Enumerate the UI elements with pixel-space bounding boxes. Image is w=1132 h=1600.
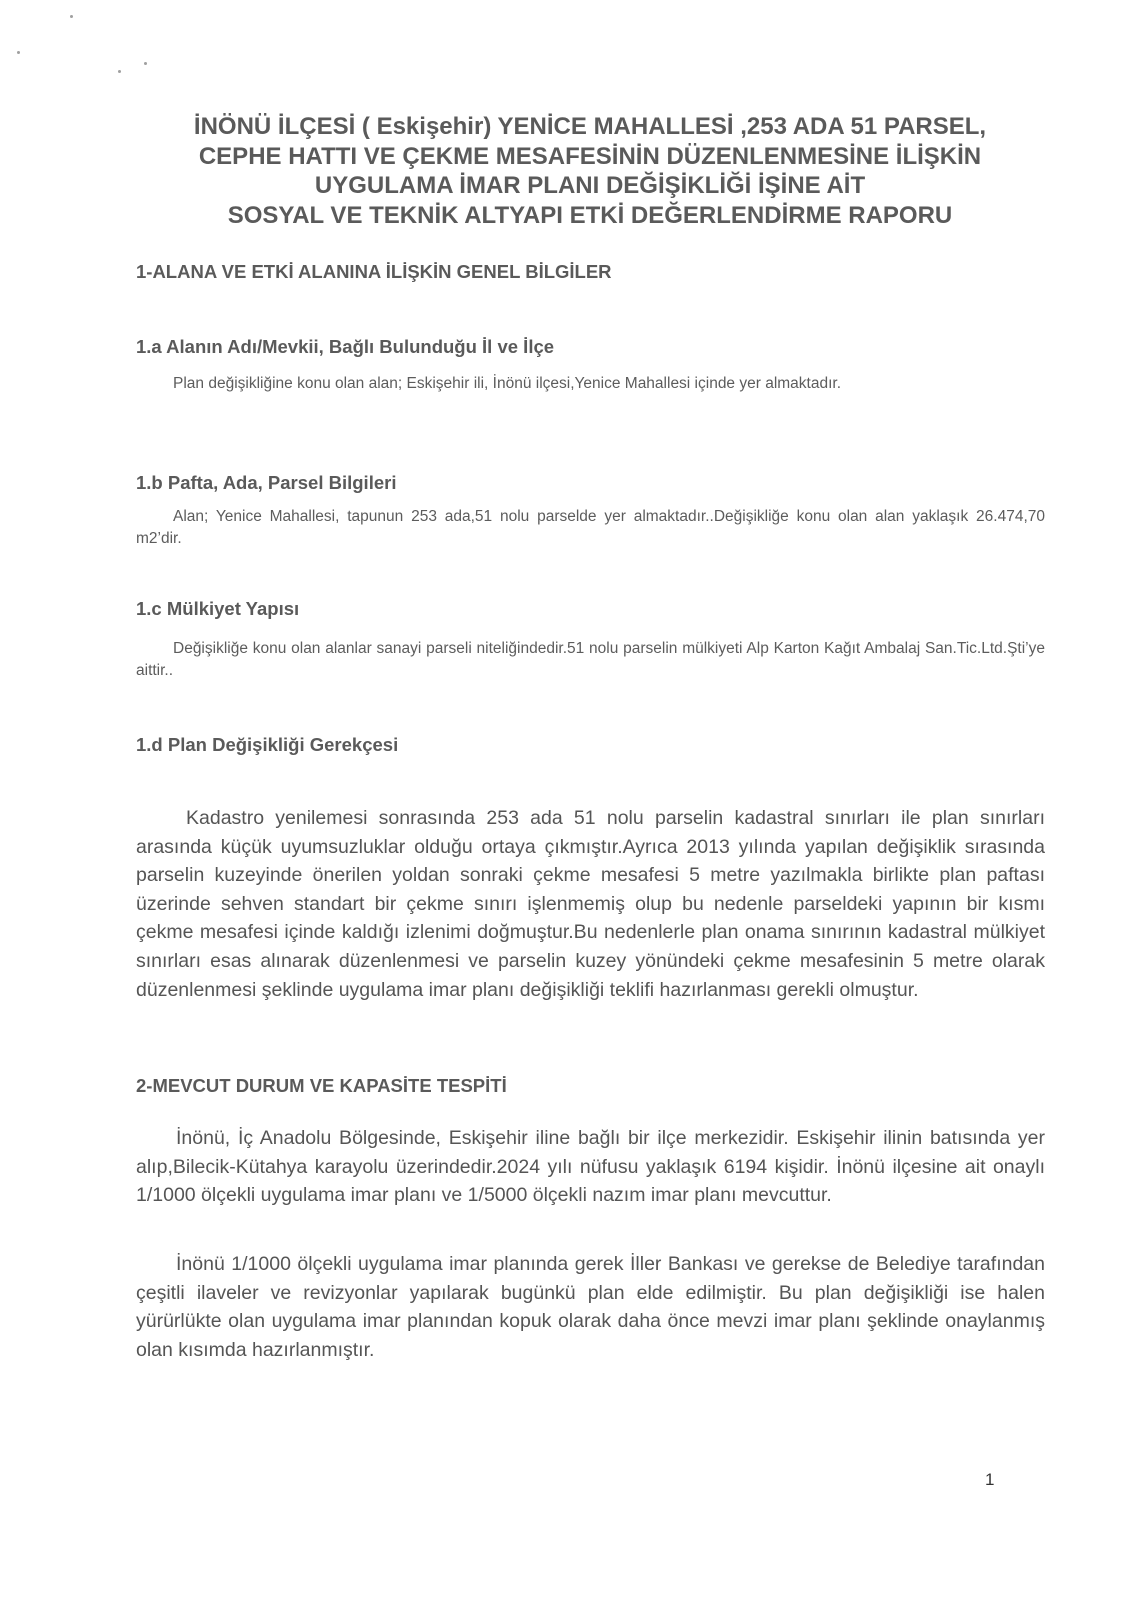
paragraph-text: Kadastro yenilemesi sonrasında 253 ada 51 nolu parselin kadastral sınırları ile plan sınırları arasında küçük uyumsuzluklar olduğu ortaya çıkmıştır.Ayrıca 2013 yılında yapılan değişiklik sırasında parselin kuzeyinde önerilen yoldan sonraki çekme mesafesi 5 metre yazılmakla birlikte plan paftası üzerinde sehven standart bir çekme sınırı işlenmemiş olup bu nedenle parseldeki yapının bir kısmı çekme mesafesi içinde kaldığı izlenimi doğmuştur.Bu nedenlerle plan onama sınırının kadastral mülkiyet sınırları esas alınarak düzenlenmesi ve parselin kuzey yönündeki çekme mesafesinin 5 metre olarak düzenlenmesi şeklinde uygulama imar planı değişikliği teklifi hazırlanması gerekli olmuştur. xyxy=(136,807,1045,1001)
subsection-1b-heading: 1.b Pafta, Ada, Parsel Bilgileri xyxy=(136,472,397,493)
paragraph-text: İnönü 1/1000 ölçekli uygulama imar planında gerek İller Bankası ve gerekse de Belediye tarafından çeşitli ilaveler ve revizyonlar yapılarak bugünkü plan elde edilmiştir. Bu plan değişikliği ise halen yürürlükte olan uygulama imar planından kopuk olarak daha önce mevzi imar planı şeklinde onaylanmış olan kısımda hazırlanmıştır. xyxy=(136,1253,1045,1361)
subsection-1a-heading: 1.a Alanın Adı/Mevkii, Bağlı Bulunduğu İl ve İlçe xyxy=(136,336,555,357)
document-title xyxy=(130,112,1050,230)
subsection-1d-heading: 1.d Plan Değişikliği Gerekçesi xyxy=(136,734,399,755)
subsection-1b-text xyxy=(136,506,1045,550)
paragraph-text: Plan değişikliğine konu olan alan; Eskişehir ili, İnönü ilçesi,Yenice Mahallesi içinde yer almaktadır. xyxy=(173,375,842,392)
scan-speck xyxy=(17,51,20,54)
page-number: 1 xyxy=(985,1470,995,1489)
scan-speck xyxy=(118,70,121,73)
scan-speck xyxy=(144,62,147,65)
paragraph-text: Alan; Yenice Mahallesi, tapunun 253 ada,51 nolu parselde yer almaktadır..Değişikliğe konu olan alan yaklaşık 26.474,70 m2’dir. xyxy=(136,508,1045,547)
title-line: İNÖNÜ İLÇESİ ( Eskişehir) YENİCE MAHALLESİ ,253 ADA 51 PARSEL, xyxy=(193,113,987,140)
section-1-heading: 1-ALANA VE ETKİ ALANINA İLİŞKİN GENEL BİLGİLER xyxy=(136,261,612,282)
section-2-paragraph xyxy=(136,1250,1045,1364)
subsection-1a-text xyxy=(136,373,1045,395)
title-line: CEPHE HATTI VE ÇEKME MESAFESİNİN DÜZENLENMESİNE İLİŞKİN xyxy=(198,142,982,170)
subsection-1d-text xyxy=(136,804,1045,1004)
scan-speck xyxy=(70,15,73,18)
title-line: UYGULAMA İMAR PLANI DEĞİŞİKLİĞİ İŞİNE AİT xyxy=(314,172,866,199)
title-line: SOSYAL VE TEKNİK ALTYAPI ETKİ DEĞERLENDİRME RAPORU xyxy=(227,201,953,229)
section-2-paragraph xyxy=(136,1124,1045,1210)
subsection-1c-text xyxy=(136,638,1045,682)
subsection-1c-heading: 1.c Mülkiyet Yapısı xyxy=(136,598,300,619)
paragraph-text: Değişikliğe konu olan alanlar sanayi parseli niteliğindedir.51 nolu parselin mülkiyeti Alp Karton Kağıt Ambalaj San.Tic.Ltd.Şti’ye aittir.. xyxy=(136,640,1045,679)
section-2-heading: 2-MEVCUT DURUM VE KAPASİTE TESPİTİ xyxy=(136,1075,507,1096)
paragraph-text: İnönü, İç Anadolu Bölgesinde, Eskişehir iline bağlı bir ilçe merkezidir. Eskişehir ilinin batısında yer alıp,Bilecik-Kütahya karayolu üzerindedir.2024 yılı nüfusu yaklaşık 6194 kişidir. İnönü ilçesine ait onaylı 1/1000 ölçekli uygulama imar planı ve 1/5000 ölçekli nazım imar planı mevcuttur. xyxy=(136,1127,1045,1207)
